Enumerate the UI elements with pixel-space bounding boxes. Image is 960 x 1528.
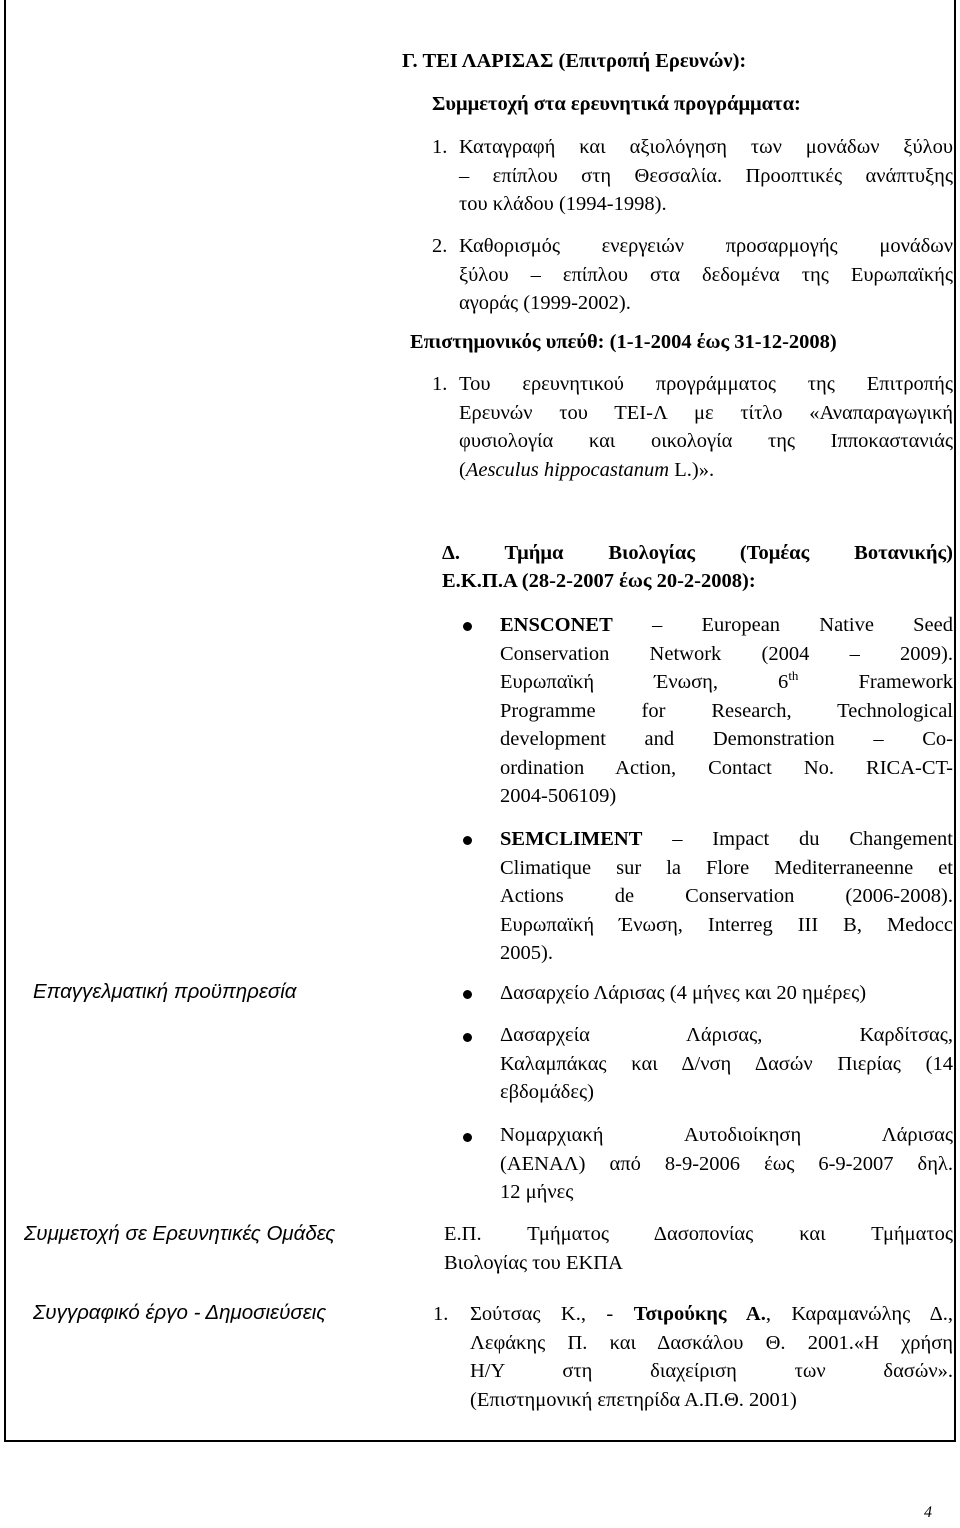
- text-line: Βιολογίας του ΕΚΠΑ: [444, 1251, 623, 1274]
- list-item: [459, 232, 953, 318]
- research-groups-text: [444, 1220, 953, 1277]
- bullet-icon: [463, 990, 472, 999]
- page-number: 4: [924, 1504, 932, 1521]
- text-line: [470, 1300, 953, 1329]
- item-number: 1.: [432, 373, 448, 395]
- section-g-subheading: Συμμετοχή στα ερευνητικά προγράμματα:: [432, 93, 801, 115]
- item-number: 1.: [433, 1303, 449, 1325]
- text-line: development and Demonstration – Co-: [500, 728, 953, 750]
- text-line: Καλαμπάκας και Δ/νση Δασών Πιερίας (14: [500, 1052, 953, 1075]
- text-line: Νομαρχιακή Αυτοδιοίκηση Λάρισας: [500, 1124, 953, 1146]
- text-line: (ΑΕΝΑΛ) από 8-9-2006 έως 6-9-2007 δηλ.: [500, 1152, 953, 1175]
- bullet-icon: [463, 1033, 472, 1042]
- text-line: Ερευνών του ΤΕΙ-Λ με τίτλο «Αναπαραγωγική: [459, 401, 953, 424]
- list-item: [459, 370, 953, 484]
- text-line: Programme for Research, Technological: [500, 699, 953, 722]
- section-d-heading: Δ. Τμήμα Βιολογίας (Τομέας Βοτανικής): [442, 542, 953, 564]
- list-item: [459, 133, 953, 219]
- text-line: Του ερευνητικού προγράμματος της Επιτροπής: [459, 373, 953, 395]
- section-g-heading: Γ. ΤΕΙ ΛΑΡΙΣΑΣ (Επιτροπή Ερευνών):: [402, 50, 747, 72]
- author-highlight: Τσιρούκης Α.: [633, 1303, 766, 1325]
- publications-label: Συγγραφικό έργο - Δημοσιεύσεις: [33, 1301, 327, 1324]
- superscript: th: [788, 668, 799, 684]
- bullet-icon: [463, 1133, 472, 1142]
- publication-item: [470, 1300, 953, 1414]
- text-line: Climatique sur la Flore Mediterraneenne et: [500, 856, 953, 879]
- authors-text: Σούτσας Κ., -: [470, 1303, 634, 1325]
- text-segment: Framework: [798, 671, 953, 693]
- text-line: ξύλου – επίπλου στα δεδομένα της Ευρωπαϊκής: [459, 263, 953, 286]
- project-item: [500, 611, 953, 811]
- text-line: [500, 825, 953, 854]
- text-line: – επίπλου στη Θεσσαλία. Προοπτικές ανάπτυξης: [459, 164, 953, 187]
- project-item: [500, 825, 953, 968]
- text-line: του κλάδου (1994-1998).: [459, 193, 667, 215]
- text-line: Δασαρχεία Λάρισας, Καρδίτσας,: [500, 1024, 953, 1046]
- text-line: Καταγραφή και αξιολόγηση των μονάδων ξύλου: [459, 136, 953, 158]
- experience-item: [500, 979, 953, 1008]
- text-line: Ε.Π. Τμήματος Δασοπονίας και Τμήματος: [444, 1223, 953, 1245]
- text-line: ordination Action, Contact No. RICA-CT-: [500, 756, 953, 779]
- text-line: Actions de Conservation (2006-2008).: [500, 885, 953, 907]
- experience-item: [500, 1121, 953, 1207]
- experience-label: Επαγγελματική προϋπηρεσία: [33, 980, 297, 1003]
- project-title: ENSCONET: [500, 614, 613, 636]
- text-line: φυσιολογία και οικολογία της Ιπποκαστανιάς: [459, 430, 953, 452]
- project-title: SEMCLIMENT: [500, 828, 643, 850]
- section-d-heading-2: Ε.Κ.Π.Α (28-2-2007 έως 20-2-2008):: [442, 570, 756, 592]
- experience-item: [500, 1021, 953, 1107]
- research-groups-label: Συμμετοχή σε Ερευνητικές Ομάδες: [24, 1222, 336, 1245]
- text-line: εβδομάδες): [500, 1081, 594, 1103]
- text-segment: Ευρωπαϊκή Ένωση, 6: [500, 671, 789, 693]
- paren: (: [459, 458, 466, 481]
- text-line: 2004-506109): [500, 785, 617, 807]
- item-number: 1.: [432, 136, 448, 158]
- text-line: 2005).: [500, 942, 553, 964]
- text-line: (Επιστημονική επετηρίδα Α.Π.Θ. 2001): [470, 1388, 797, 1411]
- text-line: Conservation Network (2004 – 2009).: [500, 642, 953, 665]
- text-line: 12 μήνες: [500, 1181, 574, 1203]
- text-line: Καθορισμός ενεργειών προσαρμογής μονάδων: [459, 235, 953, 257]
- text-line: [459, 456, 953, 485]
- text-line: [500, 668, 953, 697]
- bullet-icon: [463, 836, 472, 845]
- text-line: Η/Υ στη διαχείριση των δασών».: [470, 1360, 953, 1382]
- latin-name: Aesculus hippocastanum: [465, 458, 670, 481]
- text-line: Λεφάκης Π. και Δασκάλου Θ. 2001.«Η χρήση: [470, 1331, 953, 1354]
- text-line: Δασαρχείο Λάρισας (4 μήνες και 20 ημέρες): [500, 982, 867, 1004]
- item-number: 2.: [432, 235, 448, 257]
- text-line: Ευρωπαϊκή Ένωση, Interreg III B, Medocc: [500, 913, 953, 936]
- project-title-rest: – Impact du Changement: [642, 828, 953, 850]
- text-line: αγοράς (1999-2002).: [459, 292, 631, 314]
- latin-close: L.)».: [669, 458, 715, 481]
- project-title-rest: – European Native Seed: [612, 614, 953, 636]
- text-line: [500, 611, 953, 640]
- bullet-icon: [463, 622, 472, 631]
- authors-text: , Καραμανώλης Δ.,: [765, 1303, 953, 1325]
- responsible-heading: Επιστημονικός υπεύθ: (1-1-2004 έως 31-12-2008): [410, 331, 837, 353]
